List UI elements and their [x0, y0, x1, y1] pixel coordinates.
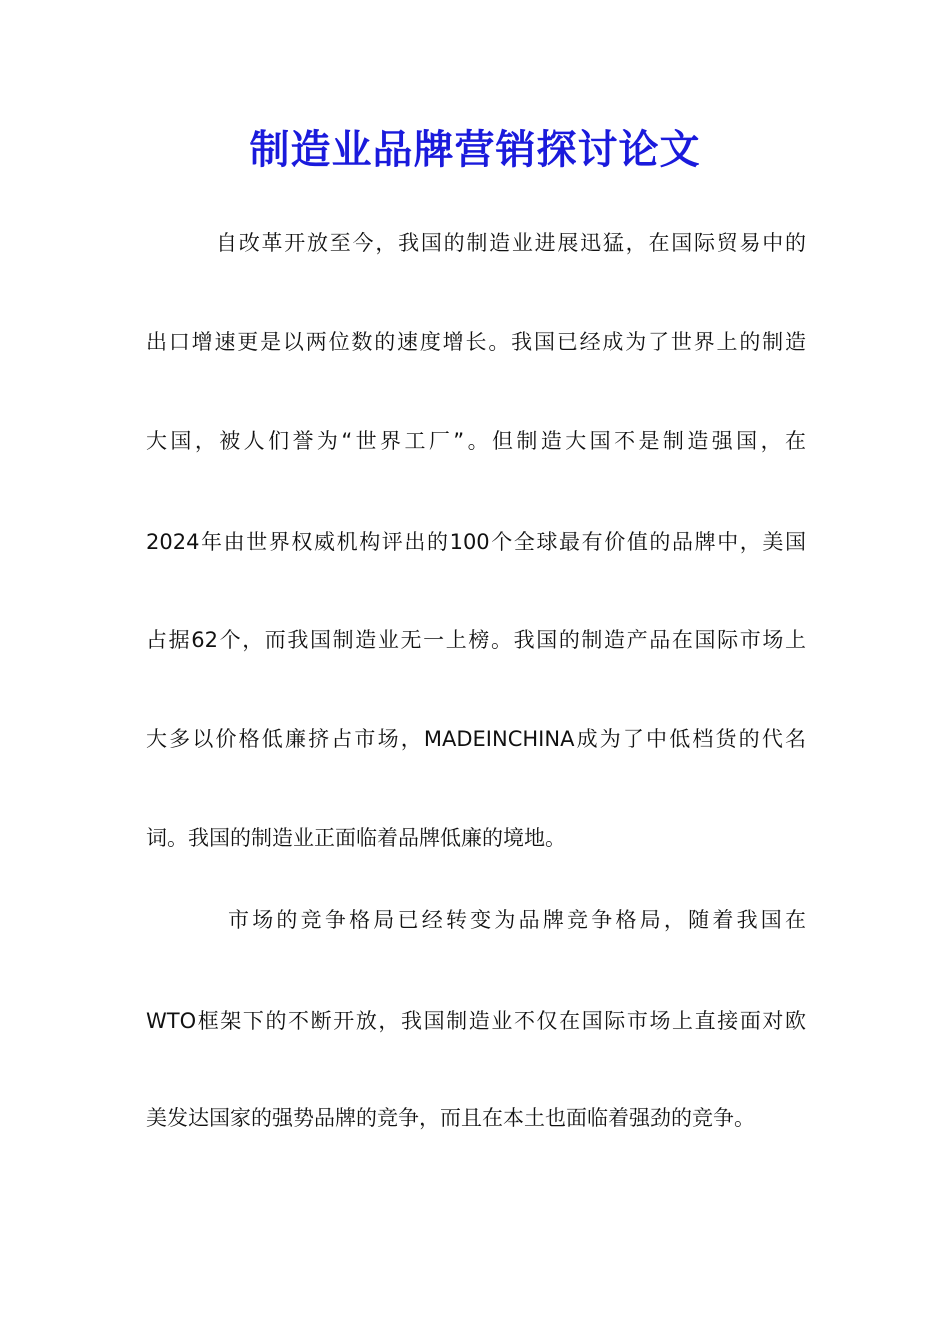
paragraph-line: 2024年由世界权威机构评出的100个全球最有价值的品牌中，美国 — [146, 530, 806, 554]
paragraph-line: 词。我国的制造业正面临着品牌低廉的境地。 — [146, 826, 566, 850]
document-title: 制造业品牌营销探讨论文 — [249, 126, 701, 173]
paragraph-line: 自改革开放至今，我国的制造业进展迅猛，在国际贸易中的 — [216, 231, 806, 255]
paragraph-line: 占据62个，而我国制造业无一上榜。我国的制造产品在国际市场上 — [146, 628, 806, 652]
paragraph-line: WTO框架下的不断开放，我国制造业不仅在国际市场上直接面对欧 — [146, 1009, 806, 1033]
paragraph-line: 大多以价格低廉挤占市场，MADEINCHINA成为了中低档货的代名 — [146, 727, 806, 751]
paragraph-line: 大国，被人们誉为“世界工厂”。但制造大国不是制造强国，在 — [146, 429, 806, 453]
paragraph-line: 市场的竞争格局已经转变为品牌竞争格局，随着我国在 — [228, 908, 806, 932]
paragraph-line: 美发达国家的强势品牌的竞争，而且在本土也面临着强劲的竞争。 — [146, 1106, 755, 1130]
paragraph-line: 出口增速更是以两位数的速度增长。我国已经成为了世界上的制造 — [146, 330, 806, 354]
